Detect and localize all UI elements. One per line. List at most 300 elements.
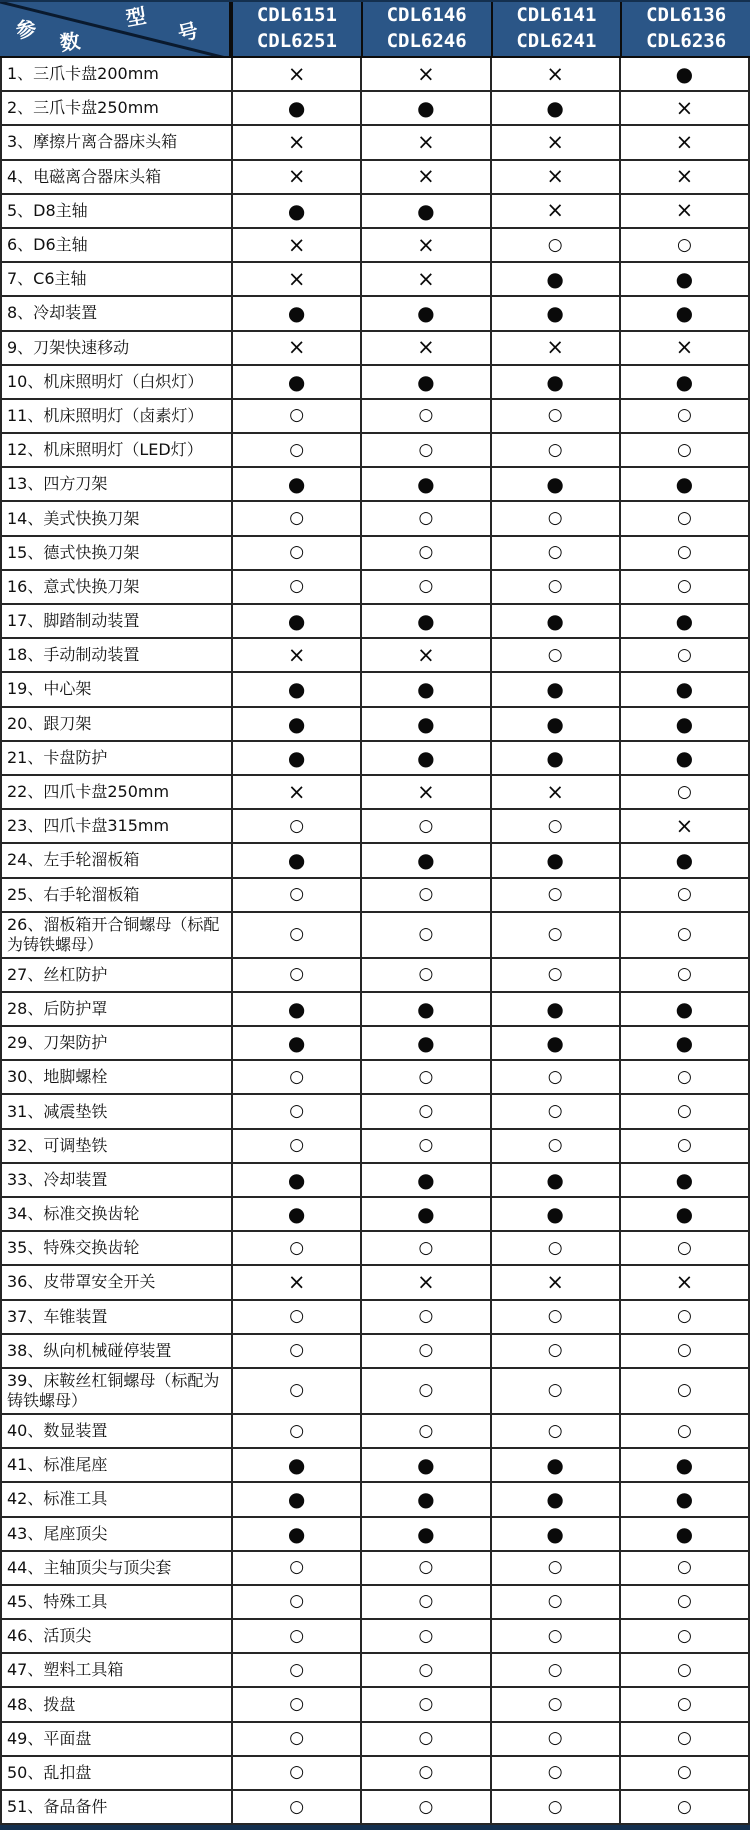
symbol-cell (360, 1301, 489, 1333)
symbol-cell (360, 58, 489, 90)
feature-label: 38、纵向机械碰停装置 (7, 1340, 172, 1360)
feature-label-cell (2, 1301, 231, 1333)
feature-label: 25、右手轮溜板箱 (7, 884, 140, 904)
open-circle-icon: ○ (676, 1659, 692, 1680)
symbol-cell (490, 502, 619, 534)
feature-row (2, 1027, 748, 1061)
corner-param-char-1: 参 (13, 15, 39, 43)
open-circle-icon: ○ (547, 405, 563, 426)
symbol-cell (231, 1164, 360, 1196)
symbol-cell (619, 1620, 748, 1652)
symbol-cell (619, 229, 748, 261)
symbol-cell (619, 58, 748, 90)
open-circle-icon: ○ (418, 1237, 434, 1258)
feature-label: 8、冷却装置 (7, 303, 98, 323)
feature-label: 7、C6主轴 (7, 269, 87, 289)
symbol-cell (619, 879, 748, 911)
feature-label-cell (2, 571, 231, 603)
open-circle-icon: ○ (289, 924, 305, 945)
symbol-cell (360, 1449, 489, 1481)
filled-circle-icon: ● (546, 1521, 564, 1546)
feature-label: 24、左手轮溜板箱 (7, 850, 140, 870)
feature-label-cell (2, 92, 231, 124)
feature-label: 32、可调垫铁 (7, 1135, 108, 1155)
open-circle-icon: ○ (547, 884, 563, 905)
filled-circle-icon: ● (546, 848, 564, 873)
feature-row (2, 776, 748, 810)
filled-circle-icon: ● (417, 301, 435, 326)
symbol-cell (619, 605, 748, 637)
open-circle-icon: ○ (418, 542, 434, 563)
feature-row (2, 1586, 748, 1620)
feature-label-cell (2, 126, 231, 158)
open-circle-icon: ○ (418, 884, 434, 905)
open-circle-icon: ○ (289, 405, 305, 426)
open-circle-icon: ○ (676, 1340, 692, 1361)
feature-label-cell (2, 1335, 231, 1367)
model-name-top: CDL6151 (256, 4, 337, 27)
symbol-cell (360, 1027, 489, 1059)
feature-row (2, 1369, 748, 1415)
filled-circle-icon: ● (287, 609, 306, 634)
symbol-cell (231, 1130, 360, 1162)
feature-label: 34、标准交换齿轮 (7, 1204, 140, 1224)
symbol-cell (231, 879, 360, 911)
cross-icon: × (546, 1269, 564, 1294)
filled-circle-icon: ● (675, 1031, 694, 1056)
feature-row (2, 1688, 748, 1722)
cross-icon: × (287, 232, 306, 257)
feature-label: 9、刀架快速移动 (7, 337, 130, 357)
symbol-cell (490, 810, 619, 842)
symbol-cell (360, 1723, 489, 1755)
symbol-cell (619, 639, 748, 671)
feature-label: 35、特殊交换齿轮 (7, 1238, 140, 1258)
filled-circle-icon: ● (675, 848, 694, 873)
symbol-cell (360, 468, 489, 500)
symbol-cell (360, 1483, 489, 1515)
symbol-cell (231, 993, 360, 1025)
corner-model-char-1: 型 (124, 3, 148, 31)
filled-circle-icon: ● (675, 1202, 694, 1227)
open-circle-icon: ○ (289, 1101, 305, 1122)
feature-label: 1、三爪卡盘200mm (7, 64, 159, 84)
model-name-bottom: CDL6236 (646, 30, 727, 52)
open-circle-icon: ○ (289, 439, 305, 460)
open-circle-icon: ○ (289, 1340, 305, 1361)
symbol-cell (360, 1552, 489, 1584)
model-header-cell (231, 2, 361, 56)
feature-label: 40、数显装置 (7, 1421, 108, 1441)
filled-circle-icon: ● (417, 1453, 435, 1478)
symbol-cell (490, 1061, 619, 1093)
symbol-cell (619, 1483, 748, 1515)
symbol-cell (619, 161, 748, 193)
feature-label: 46、活顶尖 (7, 1626, 92, 1646)
filled-circle-icon: ● (287, 1031, 306, 1056)
feature-row (2, 1198, 748, 1232)
symbol-cell (619, 1415, 748, 1447)
open-circle-icon: ○ (289, 1557, 305, 1578)
open-circle-icon: ○ (289, 815, 305, 836)
symbol-cell (490, 229, 619, 261)
feature-row (2, 673, 748, 707)
filled-circle-icon: ● (287, 745, 306, 770)
open-circle-icon: ○ (547, 1135, 563, 1156)
open-circle-icon: ○ (418, 964, 434, 985)
symbol-cell (619, 297, 748, 329)
symbol-cell (490, 1586, 619, 1618)
symbol-cell (360, 1791, 489, 1823)
open-circle-icon: ○ (676, 1762, 692, 1783)
filled-circle-icon: ● (287, 198, 306, 223)
symbol-cell (360, 844, 489, 876)
feature-row (2, 993, 748, 1027)
open-circle-icon: ○ (418, 1625, 434, 1646)
cross-icon: × (417, 232, 435, 257)
feature-label-cell (2, 1164, 231, 1196)
feature-label-cell (2, 1198, 231, 1230)
symbol-cell (360, 126, 489, 158)
symbol-cell (490, 400, 619, 432)
symbol-cell (360, 434, 489, 466)
cross-icon: × (417, 164, 435, 189)
filled-circle-icon: ● (675, 1453, 694, 1478)
symbol-cell (619, 366, 748, 398)
filled-circle-icon: ● (287, 1167, 306, 1192)
symbol-cell (619, 844, 748, 876)
feature-label-cell (2, 1757, 231, 1789)
model-header-cell (491, 2, 621, 56)
symbol-cell (490, 639, 619, 671)
filled-circle-icon: ● (546, 996, 564, 1021)
symbol-cell (231, 332, 360, 364)
open-circle-icon: ○ (418, 1659, 434, 1680)
open-circle-icon: ○ (676, 924, 692, 945)
filled-circle-icon: ● (417, 1487, 435, 1512)
open-circle-icon: ○ (289, 542, 305, 563)
symbol-cell (231, 468, 360, 500)
symbol-cell (360, 92, 489, 124)
feature-row (2, 1266, 748, 1300)
open-circle-icon: ○ (676, 1101, 692, 1122)
symbol-cell (490, 537, 619, 569)
feature-label-cell (2, 605, 231, 637)
symbol-cell (360, 810, 489, 842)
symbol-cell (490, 434, 619, 466)
filled-circle-icon: ● (546, 677, 564, 702)
feature-row (2, 92, 748, 126)
cross-icon: × (417, 642, 435, 667)
symbol-cell (490, 708, 619, 740)
feature-label-cell (2, 1723, 231, 1755)
filled-circle-icon: ● (287, 1521, 306, 1546)
feature-label-cell (2, 332, 231, 364)
filled-circle-icon: ● (417, 711, 435, 736)
open-circle-icon: ○ (547, 1728, 563, 1749)
feature-row (2, 400, 748, 434)
symbol-cell (619, 1301, 748, 1333)
filled-circle-icon: ● (287, 1453, 306, 1478)
feature-row (2, 1301, 748, 1335)
symbol-cell (231, 92, 360, 124)
symbol-cell (490, 673, 619, 705)
symbol-cell (619, 1130, 748, 1162)
feature-label-cell (2, 297, 231, 329)
model-columns (231, 2, 750, 56)
filled-circle-icon: ● (675, 267, 694, 292)
symbol-cell (490, 195, 619, 227)
filled-circle-icon: ● (546, 472, 564, 497)
filled-circle-icon: ● (417, 745, 435, 770)
open-circle-icon: ○ (676, 1237, 692, 1258)
open-circle-icon: ○ (547, 1762, 563, 1783)
feature-row (2, 195, 748, 229)
symbol-cell (231, 605, 360, 637)
feature-row (2, 1757, 748, 1791)
symbol-cell (231, 161, 360, 193)
feature-label: 44、主轴顶尖与顶尖套 (7, 1557, 172, 1577)
open-circle-icon: ○ (547, 1101, 563, 1122)
open-circle-icon: ○ (418, 1557, 434, 1578)
open-circle-icon: ○ (676, 542, 692, 563)
symbol-cell (619, 1654, 748, 1686)
feature-row (2, 959, 748, 993)
symbol-cell (490, 126, 619, 158)
symbol-cell (619, 1757, 748, 1789)
open-circle-icon: ○ (418, 1306, 434, 1327)
filled-circle-icon: ● (417, 609, 435, 634)
feature-label: 51、备品备件 (7, 1797, 108, 1817)
model-name-bottom: CDL6246 (386, 30, 467, 52)
symbol-cell (619, 1061, 748, 1093)
feature-label: 42、标准工具 (7, 1489, 108, 1509)
open-circle-icon: ○ (547, 1380, 563, 1401)
symbol-cell (490, 1791, 619, 1823)
symbol-cell (490, 605, 619, 637)
filled-circle-icon: ● (287, 711, 306, 736)
open-circle-icon: ○ (289, 1066, 305, 1087)
filled-circle-icon: ● (287, 1202, 306, 1227)
symbol-cell (231, 708, 360, 740)
open-circle-icon: ○ (289, 1728, 305, 1749)
filled-circle-icon: ● (417, 1521, 435, 1546)
symbol-cell (619, 1791, 748, 1823)
feature-row (2, 1723, 748, 1757)
symbol-cell (619, 673, 748, 705)
symbol-cell (231, 913, 360, 957)
feature-label-cell (2, 844, 231, 876)
feature-label: 41、标准尾座 (7, 1455, 108, 1475)
feature-row (2, 1164, 748, 1198)
symbol-cell (360, 400, 489, 432)
filled-circle-icon: ● (675, 609, 694, 634)
filled-circle-icon: ● (546, 711, 564, 736)
symbol-cell (360, 1620, 489, 1652)
cross-icon: × (417, 335, 435, 360)
symbol-cell (490, 1552, 619, 1584)
feature-label: 18、手动制动装置 (7, 645, 140, 665)
feature-row (2, 297, 748, 331)
corner-model-char-2: 号 (175, 17, 201, 47)
symbol-cell (490, 1757, 619, 1789)
open-circle-icon: ○ (676, 405, 692, 426)
feature-label-cell (2, 468, 231, 500)
symbol-cell (360, 639, 489, 671)
symbol-cell (490, 161, 619, 193)
feature-label-cell (2, 1130, 231, 1162)
symbol-cell (360, 879, 489, 911)
filled-circle-icon: ● (417, 96, 435, 121)
cross-icon: × (417, 266, 435, 291)
feature-row (2, 879, 748, 913)
feature-label-cell (2, 776, 231, 808)
feature-label: 48、拨盘 (7, 1694, 76, 1714)
feature-label-cell (2, 959, 231, 991)
open-circle-icon: ○ (676, 508, 692, 529)
feature-row (2, 1335, 748, 1369)
feature-label-cell (2, 1688, 231, 1720)
open-circle-icon: ○ (418, 439, 434, 460)
symbol-cell (360, 366, 489, 398)
header-corner-cell (0, 2, 231, 56)
symbol-cell (231, 1518, 360, 1550)
feature-label-cell (2, 1586, 231, 1618)
model-header-cell (361, 2, 491, 56)
symbol-cell (360, 742, 489, 774)
open-circle-icon: ○ (547, 1237, 563, 1258)
filled-circle-icon: ● (675, 1487, 694, 1512)
open-circle-icon: ○ (547, 234, 563, 255)
symbol-cell (619, 993, 748, 1025)
feature-row (2, 1791, 748, 1825)
symbol-cell (490, 913, 619, 957)
symbol-cell (490, 1232, 619, 1264)
cross-icon: × (287, 642, 306, 667)
symbol-cell (231, 58, 360, 90)
symbol-cell (231, 229, 360, 261)
symbol-cell (231, 1791, 360, 1823)
feature-row (2, 639, 748, 673)
feature-row (2, 1415, 748, 1449)
open-circle-icon: ○ (547, 1066, 563, 1087)
cross-icon: × (675, 1269, 694, 1294)
feature-label: 11、机床照明灯（卤素灯） (7, 405, 204, 425)
feature-label-cell (2, 195, 231, 227)
symbol-cell (231, 673, 360, 705)
cross-icon: × (417, 61, 435, 86)
filled-circle-icon: ● (287, 301, 306, 326)
symbol-cell (231, 502, 360, 534)
filled-circle-icon: ● (675, 301, 694, 326)
symbol-cell (360, 1586, 489, 1618)
symbol-cell (619, 1449, 748, 1481)
model-name-top: CDL6141 (516, 4, 597, 27)
feature-label-cell (2, 1620, 231, 1652)
filled-circle-icon: ● (675, 711, 694, 736)
symbol-cell (231, 537, 360, 569)
feature-label-cell (2, 708, 231, 740)
feature-label: 17、脚踏制动装置 (7, 611, 140, 631)
symbol-cell (619, 126, 748, 158)
symbol-cell (619, 332, 748, 364)
feature-label: 15、德式快换刀架 (7, 542, 140, 562)
feature-label: 43、尾座顶尖 (7, 1523, 108, 1543)
symbol-cell (619, 434, 748, 466)
feature-row (2, 1518, 748, 1552)
feature-row (2, 571, 748, 605)
feature-label-cell (2, 58, 231, 90)
symbol-cell (490, 1688, 619, 1720)
symbol-cell (231, 1723, 360, 1755)
symbol-cell (619, 1518, 748, 1550)
symbol-cell (360, 1164, 489, 1196)
symbol-cell (619, 1027, 748, 1059)
feature-label: 16、意式快换刀架 (7, 576, 140, 596)
feature-label: 26、溜板箱开合铜螺母（标配为铸铁螺母） (7, 914, 220, 954)
feature-label: 31、减震垫铁 (7, 1101, 108, 1121)
symbol-cell (231, 297, 360, 329)
feature-label: 19、中心架 (7, 679, 92, 699)
filled-circle-icon: ● (546, 369, 564, 394)
open-circle-icon: ○ (547, 644, 563, 665)
symbol-cell (231, 639, 360, 671)
open-circle-icon: ○ (547, 1557, 563, 1578)
symbol-cell (231, 1232, 360, 1264)
feature-row (2, 1095, 748, 1129)
feature-row (2, 1449, 748, 1483)
symbol-cell (619, 776, 748, 808)
feature-label-cell (2, 434, 231, 466)
open-circle-icon: ○ (547, 542, 563, 563)
cross-icon: × (546, 61, 564, 86)
symbol-cell (360, 297, 489, 329)
open-circle-icon: ○ (676, 1380, 692, 1401)
feature-label-cell (2, 229, 231, 261)
open-circle-icon: ○ (547, 1796, 563, 1817)
corner-param-char-2: 数 (58, 28, 82, 56)
symbol-cell (490, 1164, 619, 1196)
filled-circle-icon: ● (417, 472, 435, 497)
symbol-cell (360, 1757, 489, 1789)
filled-circle-icon: ● (417, 369, 435, 394)
symbol-cell (231, 1061, 360, 1093)
filled-circle-icon: ● (546, 609, 564, 634)
open-circle-icon: ○ (547, 508, 563, 529)
symbol-cell (360, 263, 489, 295)
symbol-cell (231, 1415, 360, 1447)
model-name-top: CDL6136 (646, 4, 727, 27)
feature-label-cell (2, 1266, 231, 1298)
feature-label: 45、特殊工具 (7, 1591, 108, 1611)
filled-circle-icon: ● (546, 267, 564, 292)
cross-icon: × (675, 164, 694, 189)
feature-row (2, 844, 748, 878)
open-circle-icon: ○ (289, 1659, 305, 1680)
symbol-cell (231, 1266, 360, 1298)
open-circle-icon: ○ (676, 1796, 692, 1817)
filled-circle-icon: ● (417, 1167, 435, 1192)
open-circle-icon: ○ (676, 1625, 692, 1646)
open-circle-icon: ○ (289, 1694, 305, 1715)
symbol-cell (231, 959, 360, 991)
feature-row (2, 1620, 748, 1654)
cross-icon: × (287, 164, 306, 189)
symbol-cell (360, 571, 489, 603)
symbol-cell (490, 297, 619, 329)
open-circle-icon: ○ (418, 1101, 434, 1122)
feature-label-cell (2, 639, 231, 671)
